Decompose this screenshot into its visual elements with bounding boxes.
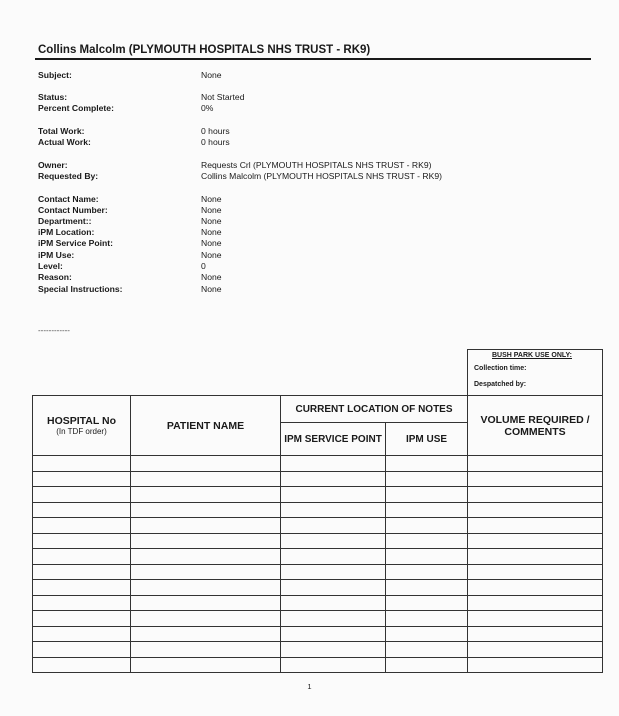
table-cell [386, 626, 468, 642]
table-cell [131, 642, 281, 658]
table-row [33, 611, 603, 627]
table-cell [468, 502, 603, 518]
header-ipm-use: IPM USE [386, 423, 468, 456]
header-patient-name: PATIENT NAME [131, 396, 281, 456]
table-cell [131, 580, 281, 596]
field-label-total-work: Total Work: [38, 126, 85, 136]
field-value-ipm-service-point: None [201, 238, 222, 248]
table-cell [33, 595, 131, 611]
table-cell [33, 456, 131, 472]
table-row [33, 487, 603, 503]
table-cell [33, 580, 131, 596]
table-cell [131, 533, 281, 549]
table-body [33, 456, 603, 673]
table-cell [281, 518, 386, 534]
field-label-level: Level: [38, 261, 63, 271]
header-ipm-service-point: IPM SERVICE POINT [281, 423, 386, 456]
field-label-owner: Owner: [38, 160, 68, 170]
table-cell [131, 657, 281, 673]
table-cell [33, 564, 131, 580]
field-value-department: None [201, 216, 222, 226]
table-row [33, 657, 603, 673]
bush-park-heading: BUSH PARK USE ONLY: [492, 352, 572, 359]
table-cell [281, 611, 386, 627]
header-hospital-no [33, 396, 131, 456]
field-value-status: Not Started [201, 92, 245, 102]
table-cell [281, 549, 386, 565]
table-cell [33, 502, 131, 518]
table-cell [468, 626, 603, 642]
table-cell [33, 657, 131, 673]
table-cell [468, 657, 603, 673]
table-cell [131, 456, 281, 472]
table-cell [468, 564, 603, 580]
table-row [33, 471, 603, 487]
table-row [33, 456, 603, 472]
table-cell [386, 564, 468, 580]
table-row [33, 502, 603, 518]
table-cell [33, 549, 131, 565]
table-cell [33, 471, 131, 487]
table-cell [468, 487, 603, 503]
header-volume-required: VOLUME REQUIRED / COMMENTS [468, 396, 603, 456]
field-value-ipm-location: None [201, 227, 222, 237]
table-cell [281, 580, 386, 596]
field-value-reason: None [201, 272, 222, 282]
table-cell [386, 456, 468, 472]
notes-request-table [32, 395, 603, 673]
table-cell [468, 471, 603, 487]
field-label-reason: Reason: [38, 272, 72, 282]
table-row [33, 549, 603, 565]
table-row [33, 626, 603, 642]
field-label-ipm-location: iPM Location: [38, 227, 95, 237]
table-cell [281, 564, 386, 580]
field-value-total-work: 0 hours [201, 126, 230, 136]
field-value-percent-complete: 0% [201, 103, 214, 113]
table-cell [468, 549, 603, 565]
field-label-ipm-use: iPM Use: [38, 250, 75, 260]
table-cell [468, 518, 603, 534]
header-hospital-no-label: HOSPITAL No [46, 415, 117, 427]
table-cell [131, 595, 281, 611]
title-rule [35, 58, 591, 60]
field-label-special-instructions: Special Instructions: [38, 284, 123, 294]
table-cell [131, 471, 281, 487]
table-cell [386, 518, 468, 534]
table-cell [468, 533, 603, 549]
table-cell [33, 533, 131, 549]
collection-time-label: Collection time: [474, 365, 527, 372]
bush-park-box [467, 349, 603, 396]
table-cell [281, 471, 386, 487]
table-row [33, 595, 603, 611]
table-cell [468, 595, 603, 611]
table-cell [281, 533, 386, 549]
table-cell [281, 487, 386, 503]
table-cell [386, 487, 468, 503]
table-cell [131, 549, 281, 565]
header-current-location: CURRENT LOCATION OF NOTES [281, 396, 468, 423]
table-cell [468, 611, 603, 627]
separator-dashes: ------------ [38, 326, 70, 335]
table-cell [33, 611, 131, 627]
field-label-status: Status: [38, 92, 68, 102]
field-label-contact-number: Contact Number: [38, 205, 108, 215]
field-label-contact-name: Contact Name: [38, 194, 99, 204]
field-label-ipm-service-point: iPM Service Point: [38, 238, 113, 248]
table-row [33, 533, 603, 549]
table-cell [131, 502, 281, 518]
table-row [33, 564, 603, 580]
table-cell [33, 487, 131, 503]
table-cell [386, 471, 468, 487]
field-value-ipm-use: None [201, 250, 222, 260]
table-row [33, 642, 603, 658]
field-label-percent-complete: Percent Complete: [38, 103, 114, 113]
table-cell [468, 580, 603, 596]
field-label-requested-by: Requested By: [38, 171, 99, 181]
field-value-contact-number: None [201, 205, 222, 215]
field-value-subject: None [201, 70, 222, 80]
field-value-owner: Requests Crl (PLYMOUTH HOSPITALS NHS TRUST - RK9) [201, 160, 432, 170]
table-cell [131, 487, 281, 503]
table-cell [33, 518, 131, 534]
table-cell [386, 657, 468, 673]
table-cell [281, 657, 386, 673]
table-cell [386, 502, 468, 518]
table-cell [468, 642, 603, 658]
page-number: 1 [307, 682, 312, 691]
table-cell [386, 611, 468, 627]
despatched-by-label: Despatched by: [474, 381, 527, 388]
table-cell [386, 533, 468, 549]
table-cell [281, 456, 386, 472]
table-cell [386, 549, 468, 565]
field-label-subject: Subject: [38, 70, 72, 80]
table-row [33, 518, 603, 534]
table-cell [33, 626, 131, 642]
field-label-department: Department:: [38, 216, 92, 226]
field-label-actual-work: Actual Work: [38, 137, 91, 147]
table-cell [386, 580, 468, 596]
table-cell [468, 456, 603, 472]
table-cell [131, 564, 281, 580]
header-hospital-no-sub: (In TDF order) [56, 427, 107, 436]
table-cell [281, 595, 386, 611]
table-row [33, 580, 603, 596]
field-value-level: 0 [201, 261, 206, 271]
table-cell [281, 502, 386, 518]
table-cell [386, 642, 468, 658]
table-cell [131, 518, 281, 534]
table-cell [33, 642, 131, 658]
field-value-contact-name: None [201, 194, 222, 204]
table-cell [131, 626, 281, 642]
table-cell [386, 595, 468, 611]
table-cell [281, 642, 386, 658]
field-value-actual-work: 0 hours [201, 137, 230, 147]
table-cell [281, 626, 386, 642]
field-value-requested-by: Collins Malcolm (PLYMOUTH HOSPITALS NHS TRUST - RK9) [201, 171, 442, 181]
field-value-special-instructions: None [201, 284, 222, 294]
table-cell [131, 611, 281, 627]
document-title: Collins Malcolm (PLYMOUTH HOSPITALS NHS TRUST - RK9) [38, 44, 371, 56]
